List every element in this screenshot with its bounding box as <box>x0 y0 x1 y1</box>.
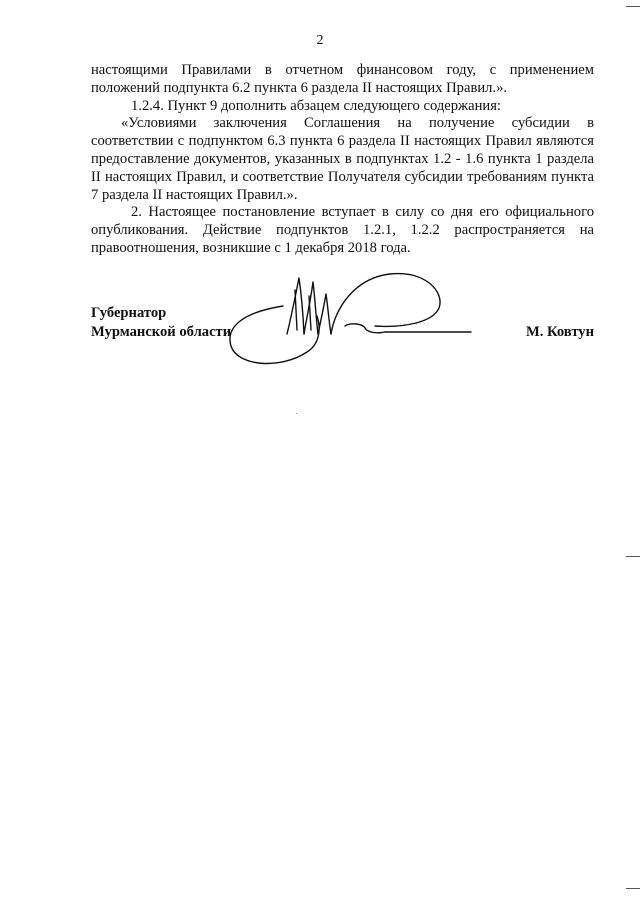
signatory-name: М. Ковтун <box>525 324 594 340</box>
signatory-title-line2: Мурманской области <box>91 324 232 340</box>
document-body <box>91 62 594 258</box>
paragraph-amendment-heading: 1.2.4. Пункт 9 дополнить абзацем следующего содержания: <box>131 97 501 114</box>
signatory-title-line1: Губернатор <box>91 305 167 321</box>
page-number: 2 <box>316 33 324 48</box>
scan-edge-mark-bottom <box>626 888 640 889</box>
paragraph-continuation: настоящими Правилами в отчетном финансовом году, с применением положений подпункта 6.2 пункта 6 раздела II настоящих Правил.». <box>91 62 594 96</box>
scan-dust-dot <box>296 413 297 414</box>
handwritten-signature <box>225 268 485 383</box>
scan-edge-mark-middle <box>626 556 640 557</box>
scan-edge-mark-top <box>626 6 640 7</box>
paragraph-quoted-text: «Условиями заключения Соглашения на получение субсидии в соответствии с подпунктом 6.3 пункта 6 раздела II настоящих Правил являются предоставление документов, указанных в подпунктах 1.2 - 1.6 пункта 1 раздела II настоящих Правил, и соответствие Получателя субсидии требованиям пункта 7 раздела II настоящих Правил.». <box>91 115 594 203</box>
paragraph-effective-date: 2. Настоящее постановление вступает в силу со дня его официального опубликования. Действие подпунктов 1.2.1, 1.2.2 распространяется на правоотношения, возникшие с 1 декабря 2018 года. <box>91 204 594 256</box>
